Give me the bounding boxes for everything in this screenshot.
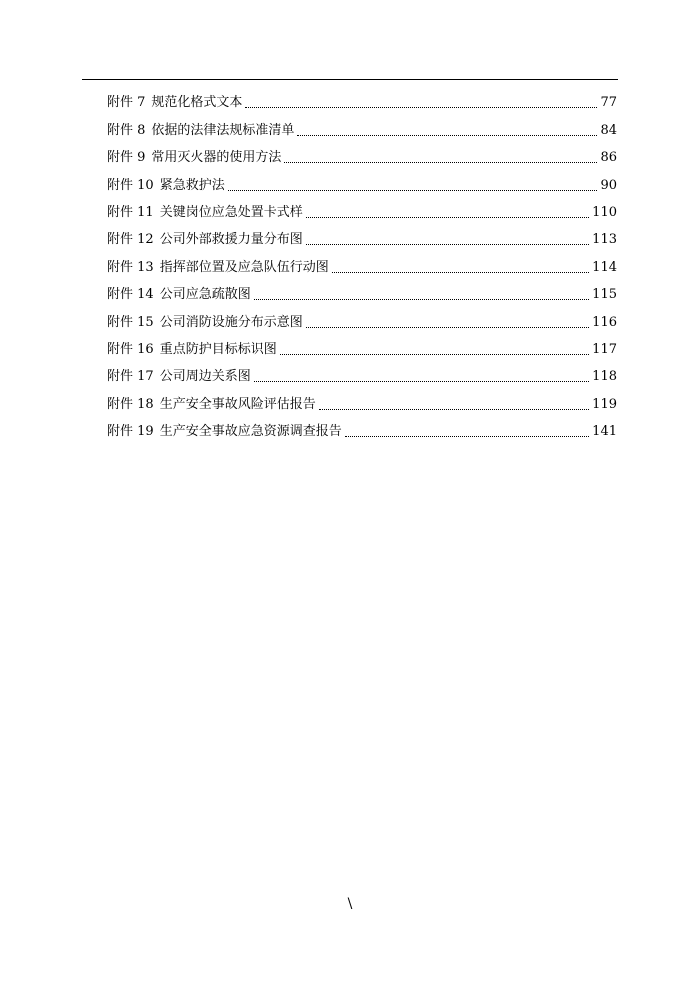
toc-entry-title: 常用灭火器的使用方法 <box>151 150 282 166</box>
toc-entry-label: 附件 17 <box>107 369 154 385</box>
toc-entry-text <box>107 203 303 223</box>
toc-dot-leader <box>306 243 589 245</box>
toc-entry[interactable] <box>107 333 617 360</box>
toc-entry[interactable] <box>107 415 617 442</box>
toc-entry-label: 附件 18 <box>107 396 154 412</box>
toc-entry-label: 附件 9 <box>107 150 146 166</box>
toc-dot-leader <box>228 189 598 191</box>
toc-dot-leader <box>306 326 589 328</box>
toc-entry-label: 附件 8 <box>107 122 146 138</box>
toc-entry-page: 86 <box>600 150 617 166</box>
toc-entry-text <box>107 285 251 305</box>
toc-dot-leader <box>345 435 589 437</box>
toc-entry-page: 115 <box>592 287 617 303</box>
toc-entry[interactable] <box>107 141 617 168</box>
toc-entry-page: 117 <box>592 341 617 357</box>
toc-entry-text <box>107 422 342 442</box>
toc-entry-page: 90 <box>600 177 617 193</box>
page-number: \ <box>347 896 353 912</box>
toc-entry[interactable] <box>107 196 617 223</box>
toc-dot-leader <box>297 134 597 136</box>
toc-entry-title: 公司应急疏散图 <box>159 287 251 303</box>
toc-dot-leader <box>306 216 589 218</box>
toc-entry[interactable] <box>107 113 617 140</box>
toc-dot-leader <box>245 106 597 108</box>
toc-dot-leader <box>280 353 589 355</box>
toc-entry-text <box>107 258 329 278</box>
toc-entry-page: 113 <box>592 232 617 248</box>
table-of-contents <box>107 86 617 442</box>
toc-entry[interactable] <box>107 278 617 305</box>
toc-dot-leader <box>254 298 589 300</box>
toc-entry-page: 77 <box>600 95 617 111</box>
toc-entry-text <box>107 395 316 415</box>
toc-entry-text <box>107 367 251 387</box>
toc-entry-page: 84 <box>600 122 617 138</box>
toc-entry-text <box>107 313 303 333</box>
toc-entry-title: 紧急救护法 <box>159 177 225 193</box>
toc-entry[interactable] <box>107 86 617 113</box>
toc-entry[interactable] <box>107 305 617 332</box>
toc-entry-page: 116 <box>592 314 617 330</box>
toc-entry-title: 公司消防设施分布示意图 <box>159 314 303 330</box>
toc-entry-label: 附件 16 <box>107 341 154 357</box>
toc-entry-label: 附件 15 <box>107 314 154 330</box>
toc-entry-page: 141 <box>592 424 617 440</box>
toc-entry-title: 依据的法律法规标准清单 <box>151 122 295 138</box>
toc-entry-text <box>107 121 294 141</box>
header-rule <box>82 79 618 80</box>
toc-entry-text <box>107 340 277 360</box>
toc-dot-leader <box>284 161 597 163</box>
toc-entry-label: 附件 13 <box>107 259 154 275</box>
toc-entry-title: 公司周边关系图 <box>159 369 251 385</box>
toc-entry-label: 附件 19 <box>107 424 154 440</box>
toc-dot-leader <box>254 380 589 382</box>
toc-entry-label: 附件 7 <box>107 95 146 111</box>
toc-entry-label: 附件 11 <box>107 204 154 220</box>
toc-entry[interactable] <box>107 360 617 387</box>
toc-entry[interactable] <box>107 168 617 195</box>
toc-entry-title: 关键岗位应急处置卡式样 <box>159 204 303 220</box>
toc-entry-title: 生产安全事故风险评估报告 <box>159 396 316 412</box>
toc-entry-page: 114 <box>592 259 617 275</box>
toc-entry-text <box>107 93 242 113</box>
toc-entry-page: 110 <box>592 204 617 220</box>
toc-entry-text <box>107 148 281 168</box>
toc-dot-leader <box>319 408 589 410</box>
toc-entry-title: 生产安全事故应急资源调查报告 <box>159 424 342 440</box>
toc-entry-title: 重点防护目标标识图 <box>159 341 277 357</box>
toc-entry[interactable] <box>107 387 617 414</box>
toc-entry[interactable] <box>107 223 617 250</box>
toc-entry-label: 附件 10 <box>107 177 154 193</box>
toc-entry-page: 119 <box>592 396 617 412</box>
toc-entry-title: 规范化格式文本 <box>151 95 243 111</box>
toc-entry-title: 指挥部位置及应急队伍行动图 <box>159 259 329 275</box>
toc-dot-leader <box>332 271 589 273</box>
toc-entry-label: 附件 14 <box>107 287 154 303</box>
toc-entry-text <box>107 176 225 196</box>
toc-entry-page: 118 <box>592 369 617 385</box>
toc-entry-label: 附件 12 <box>107 232 154 248</box>
toc-entry-text <box>107 230 303 250</box>
toc-entry-title: 公司外部救援力量分布图 <box>159 232 303 248</box>
toc-entry[interactable] <box>107 250 617 277</box>
